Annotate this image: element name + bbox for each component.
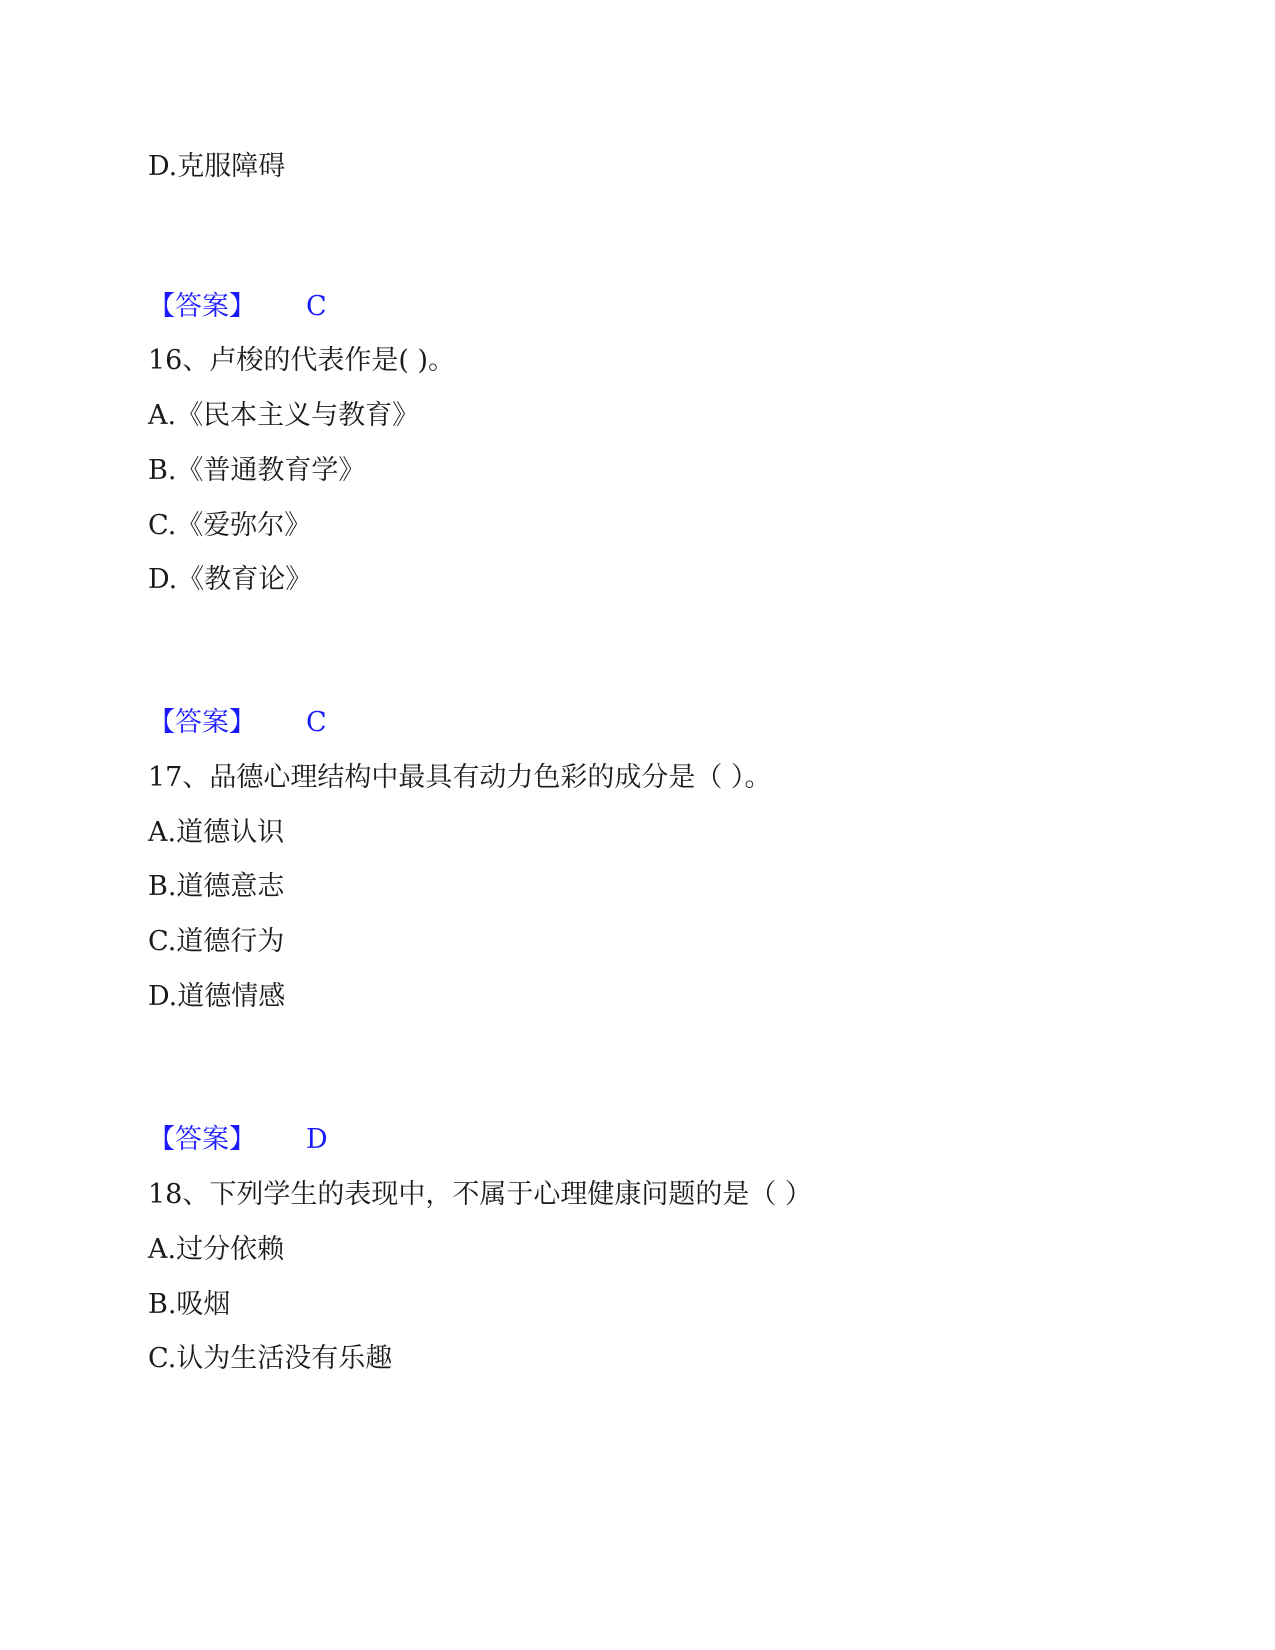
q16-question: 16、卢梭的代表作是( )。 bbox=[148, 345, 456, 376]
answer-value: C bbox=[306, 291, 327, 322]
answer-label: 【答案】 bbox=[148, 291, 256, 322]
answer-label: 【答案】 bbox=[148, 1124, 256, 1155]
answer-value: D bbox=[306, 1124, 328, 1155]
q17-option-a: A.道德认识 bbox=[148, 817, 285, 848]
answer-label: 【答案】 bbox=[148, 707, 256, 738]
q17-option-b: B.道德意志 bbox=[148, 871, 285, 902]
answer-16 bbox=[148, 706, 327, 740]
q18-option-a: A.过分依赖 bbox=[148, 1234, 285, 1265]
q16-option-a: A.《民本主义与教育》 bbox=[148, 400, 420, 431]
answer-17 bbox=[148, 1123, 328, 1157]
q17-option-c: C.道德行为 bbox=[148, 926, 285, 957]
answer-value: C bbox=[306, 707, 327, 738]
q16-option-b: B.《普通教育学》 bbox=[148, 455, 366, 486]
q18-option-b: B.吸烟 bbox=[148, 1289, 231, 1320]
q15-option-d: D.克服障碍 bbox=[148, 151, 286, 182]
q18-option-c: C.认为生活没有乐趣 bbox=[148, 1343, 393, 1374]
answer-15 bbox=[148, 290, 327, 324]
q17-question: 17、品德心理结构中最具有动力色彩的成分是（ ）。 bbox=[148, 762, 772, 793]
q16-option-c: C.《爱弥尔》 bbox=[148, 510, 312, 541]
q18-question: 18、下列学生的表现中，不属于心理健康问题的是（ ） bbox=[148, 1179, 812, 1210]
q17-option-d: D.道德情感 bbox=[148, 981, 286, 1012]
q16-option-d: D.《教育论》 bbox=[148, 564, 313, 595]
